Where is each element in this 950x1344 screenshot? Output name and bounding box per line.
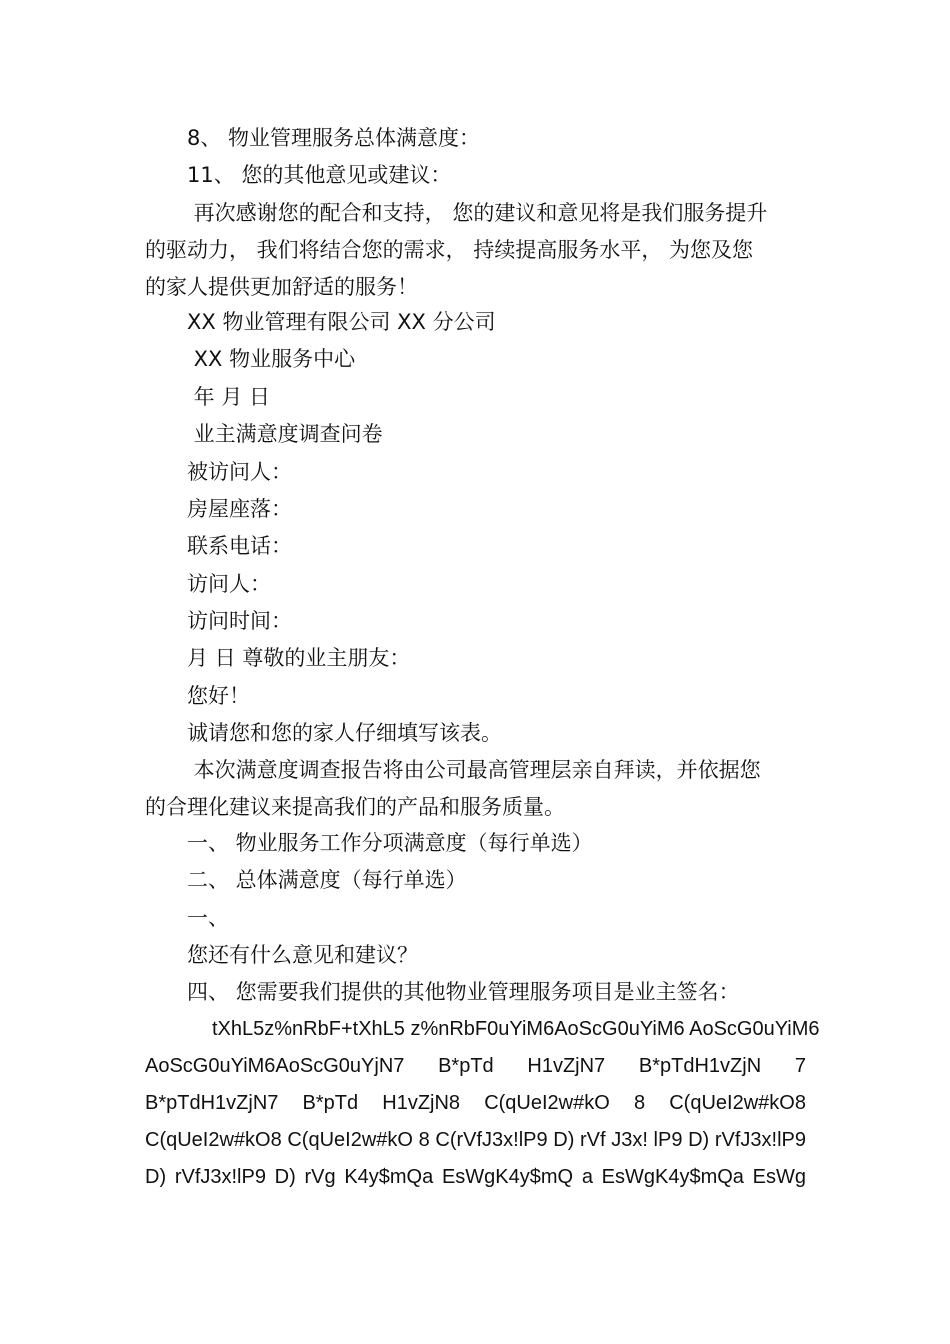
greeting-hello: 您好！ [187,684,250,708]
garbled-token: 8 [418,1129,430,1151]
garbled-token: a [581,1166,593,1188]
garbled-token: D) [688,1129,710,1151]
thanks-paragraph-line-3: 的家人提供更加舒适的服务！ [145,275,418,299]
garbled-token: 7 [794,1055,806,1077]
garbled-token: B*pTd [438,1055,494,1077]
garbled-line-2 [145,1054,806,1078]
greeting-salutation: 月 日 尊敬的业主朋友： [187,646,411,670]
garbled-token: B*pTdH1vZjN7 [145,1092,279,1114]
heading-item-8: 8、 物业管理服务总体满意度： [187,126,481,150]
garbled-token: K4y$mQa [344,1166,434,1188]
garbled-token: D) [553,1129,575,1151]
section-marker: 一、 [187,906,229,930]
garbled-line-5 [145,1165,806,1189]
date-line: 年 月 日 [187,385,271,409]
instruction-line: 诚请您和您的家人仔细填写该表。 [187,721,502,745]
visit-time-label: 访问时间： [187,609,292,633]
garbled-token: rVfJ3x!lP9 [174,1166,266,1188]
garbled-token: rVfJ3x!lP9 [714,1129,806,1151]
interviewer-label: 访问人： [187,572,271,596]
garbled-token: EsWgK4y$mQ [441,1166,574,1188]
garbled-token: C(qUeI2w#kO [484,1092,610,1114]
garbled-token: H1vZjN8 [382,1092,461,1114]
garbled-token: EsWg [752,1166,806,1188]
garbled-token: 8 [633,1092,646,1114]
garbled-token: D) [145,1166,167,1188]
section-one-heading: 一、 物业服务工作分项满意度（每行单选） [187,831,593,855]
garbled-line-1: tXhL5z%nRbF+tXhL5 z%nRbF0uYiM6AoScG0uYiM6 AoScG0uYiM6 [212,1018,820,1040]
garbled-token: C(qUeI2w#kO8 [669,1092,806,1114]
garbled-token: lP9 [653,1129,683,1151]
questionnaire-title: 业主满意度调查问卷 [187,422,383,446]
garbled-token: D) [274,1166,296,1188]
survey-intro-line-1: 本次满意度调查报告将由公司最高管理层亲自拜读，并依据您 [187,758,761,782]
company-name: XX 物业管理有限公司 XX 分公司 [187,310,496,334]
opinion-question: 您还有什么意见和建议？ [187,943,418,967]
garbled-line-3 [145,1091,806,1115]
thanks-paragraph-line-1: 再次感谢您的配合和支持， 您的建议和意见将是我们服务提升 [187,201,768,225]
garbled-token: rVf [580,1129,606,1151]
section-two-heading: 二、 总体满意度（每行单选） [187,868,467,892]
garbled-token: C(rVfJ3x!lP9 [435,1129,548,1151]
house-location-label: 房屋座落： [187,497,292,521]
phone-label: 联系电话： [187,534,292,558]
garbled-token: rVg [304,1166,336,1188]
garbled-token: H1vZjN7 [527,1055,606,1077]
garbled-token: EsWgK4y$mQa [601,1166,744,1188]
garbled-token: AoScG0uYiM6AoScG0uYjN7 [145,1055,405,1077]
heading-item-11: 11、 您的其他意见或建议： [187,163,452,187]
garbled-token: J3x! [611,1129,648,1151]
garbled-token: C(qUeI2w#kO8 [145,1129,282,1151]
interviewee-label: 被访问人： [187,460,292,484]
section-four-heading: 四、 您需要我们提供的其他物业管理服务项目是业主签名： [187,980,740,1004]
thanks-paragraph-line-2: 的驱动力， 我们将结合您的需求， 持续提高服务水平， 为您及您 [145,238,754,262]
garbled-token: B*pTdH1vZjN [638,1055,762,1077]
garbled-token: B*pTd [302,1092,359,1114]
garbled-line-4 [145,1128,806,1152]
service-center-name: XX 物业服务中心 [187,347,356,371]
garbled-token: C(qUeI2w#kO [287,1129,413,1151]
survey-intro-line-2: 的合理化建议来提高我们的产品和服务质量。 [145,795,565,819]
